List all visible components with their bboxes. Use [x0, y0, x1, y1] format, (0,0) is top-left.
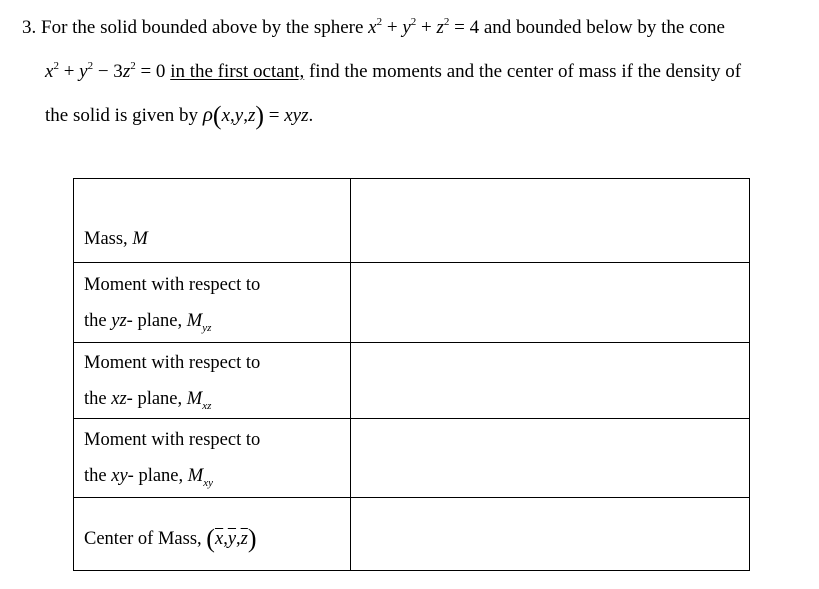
- first-octant-underlined: in the first octant,: [170, 61, 305, 82]
- table-row: [74, 179, 750, 263]
- problem-number: 3.: [22, 17, 37, 38]
- center-of-mass-answer-cell[interactable]: [350, 498, 749, 571]
- problem-line-1: [22, 18, 725, 37]
- problem-text-1-tail: and bounded below by the cone: [483, 17, 725, 38]
- sphere-equation: $x^2 + y^2 + z^2 = 4$: [368, 16, 480, 38]
- cone-equation: $x^2 + y^2 - 3z^2 = 0$: [45, 60, 166, 82]
- moment-yz-answer-cell[interactable]: [350, 263, 749, 343]
- table-row: [74, 419, 750, 498]
- moment-yz-label-cell: Moment with respect to the yz- plane, $M_{yz}$: [74, 263, 351, 343]
- problem-line-3: [45, 101, 314, 130]
- center-of-mass-label-cell: Center of Mass, $(\overline{x},\overline{y},\overline{z})$: [74, 498, 351, 571]
- problem-text-3: the solid is given by: [45, 105, 199, 126]
- mass-answer-cell[interactable]: [350, 179, 749, 263]
- moment-xz-label-cell: Moment with respect to the xz- plane, $M_{xz}$: [74, 343, 351, 419]
- table-row: [74, 343, 750, 419]
- density-function: ρ(x,y,z) = xyz.: [202, 101, 314, 130]
- answer-table: [73, 178, 750, 571]
- moment-xy-answer-cell[interactable]: [350, 419, 749, 498]
- table-row: [74, 498, 750, 571]
- problem-text-2-tail: find the moments and the center of mass if the density of: [308, 61, 742, 82]
- problem-line-2: [45, 62, 741, 81]
- moment-xy-label-cell: Moment with respect to the xy- plane, $M_{xy}$: [74, 419, 351, 498]
- moment-xz-answer-cell[interactable]: [350, 343, 749, 419]
- mass-label-cell: Mass, M: [74, 179, 351, 263]
- problem-text-1: For the solid bounded above by the sphere: [41, 17, 364, 38]
- table-row: [74, 263, 750, 343]
